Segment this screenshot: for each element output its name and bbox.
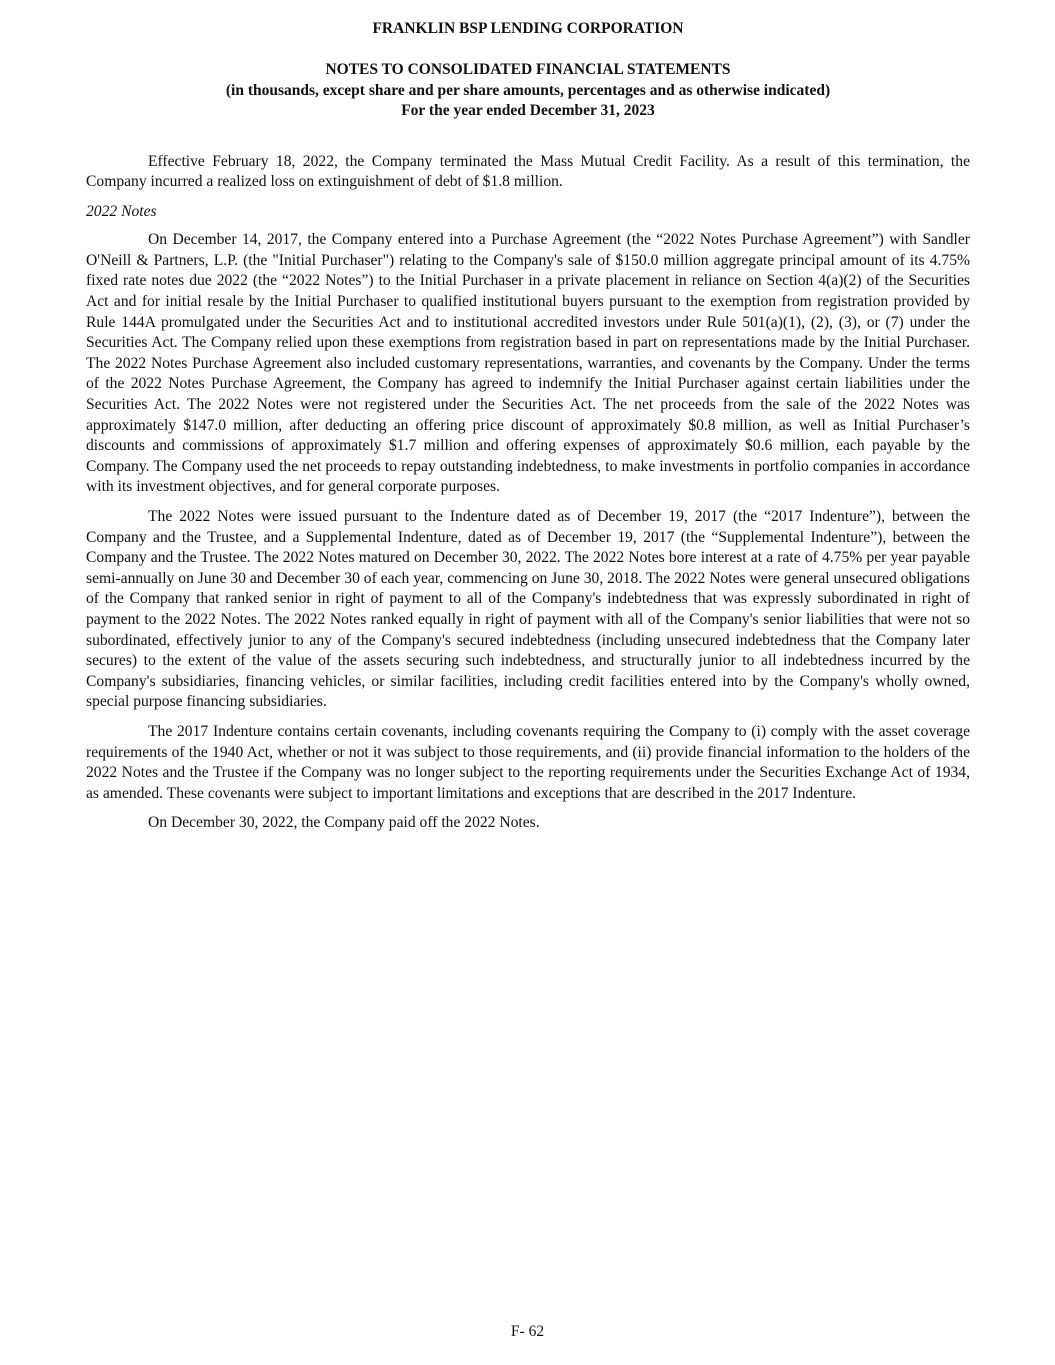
page-number: F- 62 <box>510 1323 545 1340</box>
paragraph-covenants: The 2017 Indenture contains certain covenants, including covenants requiring the Company to (i) comply with the asset coverage requirements of the 1940 Act, whether or not it was subject to those requirements, and (ii) provide financial information to the holders of the 2022 Notes and the Trustee if the Company was no longer subject to the reporting requirements under the Securities Exchange Act of 1934, as amended. These covenants were subject to important limitations and exceptions that are described in the 2017 Indenture. <box>86 722 970 802</box>
statement-subtitle: (in thousands, except share and per share amounts, percentages and as otherwise indicated) <box>225 81 831 99</box>
company-name: FRANKLIN BSP LENDING CORPORATION <box>372 20 684 37</box>
paragraph-payoff: On December 30, 2022, the Company paid off the 2022 Notes. <box>148 814 540 832</box>
document-body <box>86 152 970 834</box>
document-page <box>86 18 970 843</box>
statement-period: For the year ended December 31, 2023 <box>401 102 655 119</box>
paragraph-purchase-agreement: On December 14, 2017, the Company entered into a Purchase Agreement (the “2022 Notes Purchase Agreement”) with Sandler O'Neill & Partners, L.P. (the "Initial Purchaser") relating to the Company's sale of $150.0 million aggregate principal amount of its 4.75% fixed rate notes due 2022 (the “2022 Notes”) to the Initial Purchaser in a private placement in reliance on Section 4(a)(2) of the Securities Act and for initial resale by the Initial Purchaser to qualified institutional buyers pursuant to the exemption from registration provided by Rule 144A promulgated under the Securities Act and to institutional accredited investors under Rule 501(a)(1), (2), (3), or (7) under the Securities Act. The Company relied upon these exemptions from registration based in part on representations made by the Initial Purchaser. The 2022 Notes Purchase Agreement also included customary representations, warranties, and covenants by the Company. Under the terms of the 2022 Notes Purchase Agreement, the Company has agreed to indemnify the Initial Purchaser against certain liabilities under the Securities Act. The 2022 Notes were not registered under the Securities Act. The net proceeds from the sale of the 2022 Notes was approximately $147.0 million, after deducting an offering price discount of approximately $0.8 million, as well as Initial Purchaser’s discounts and commissions of approximately $1.7 million and offering expenses of approximately $0.6 million, each payable by the Company. The Company used the net proceeds to repay outstanding indebtedness, to make investments in portfolio companies in accordance with its investment objectives, and for general corporate purposes. <box>86 231 970 496</box>
page-heading <box>86 60 970 122</box>
paragraph-indenture: The 2022 Notes were issued pursuant to the Indenture dated as of December 19, 2017 (the “2017 Indenture”), between the Company and the Trustee, and a Supplemental Indenture, dated as of December 19, 2017 (the “Supplemental Indenture”), between the Company and the Trustee. The 2022 Notes matured on December 30, 2022. The 2022 Notes bore interest at a rate of 4.75% per year payable semi-annually on June 30 and December 30 of each year, commencing on June 30, 2018. The 2022 Notes were general unsecured obligations of the Company that ranked senior in right of payment to all of the Company's indebtedness that was expressly subordinated in right of payment to the 2022 Notes. The 2022 Notes ranked equally in right of payment with all of the Company's senior liabilities that were not so subordinated, effectively junior to any of the Company's secured indebtedness (including unsecured indebtedness that the Company later secures) to the extent of the value of the assets securing such indebtedness, and structurally junior to all indebtedness incurred by the Company's subsidiaries, financing vehicles, or similar facilities, including credit facilities entered into by the Company's wholly owned, special purpose financing subsidiaries. <box>86 508 970 711</box>
paragraph-termination: Effective February 18, 2022, the Company terminated the Mass Mutual Credit Facility. As a result of this termination, the Company incurred a realized loss on extinguishment of debt of $1.8 million. <box>86 152 970 191</box>
statement-title: NOTES TO CONSOLIDATED FINANCIAL STATEMENTS <box>325 61 731 78</box>
section-subheading: 2022 Notes <box>86 202 157 220</box>
